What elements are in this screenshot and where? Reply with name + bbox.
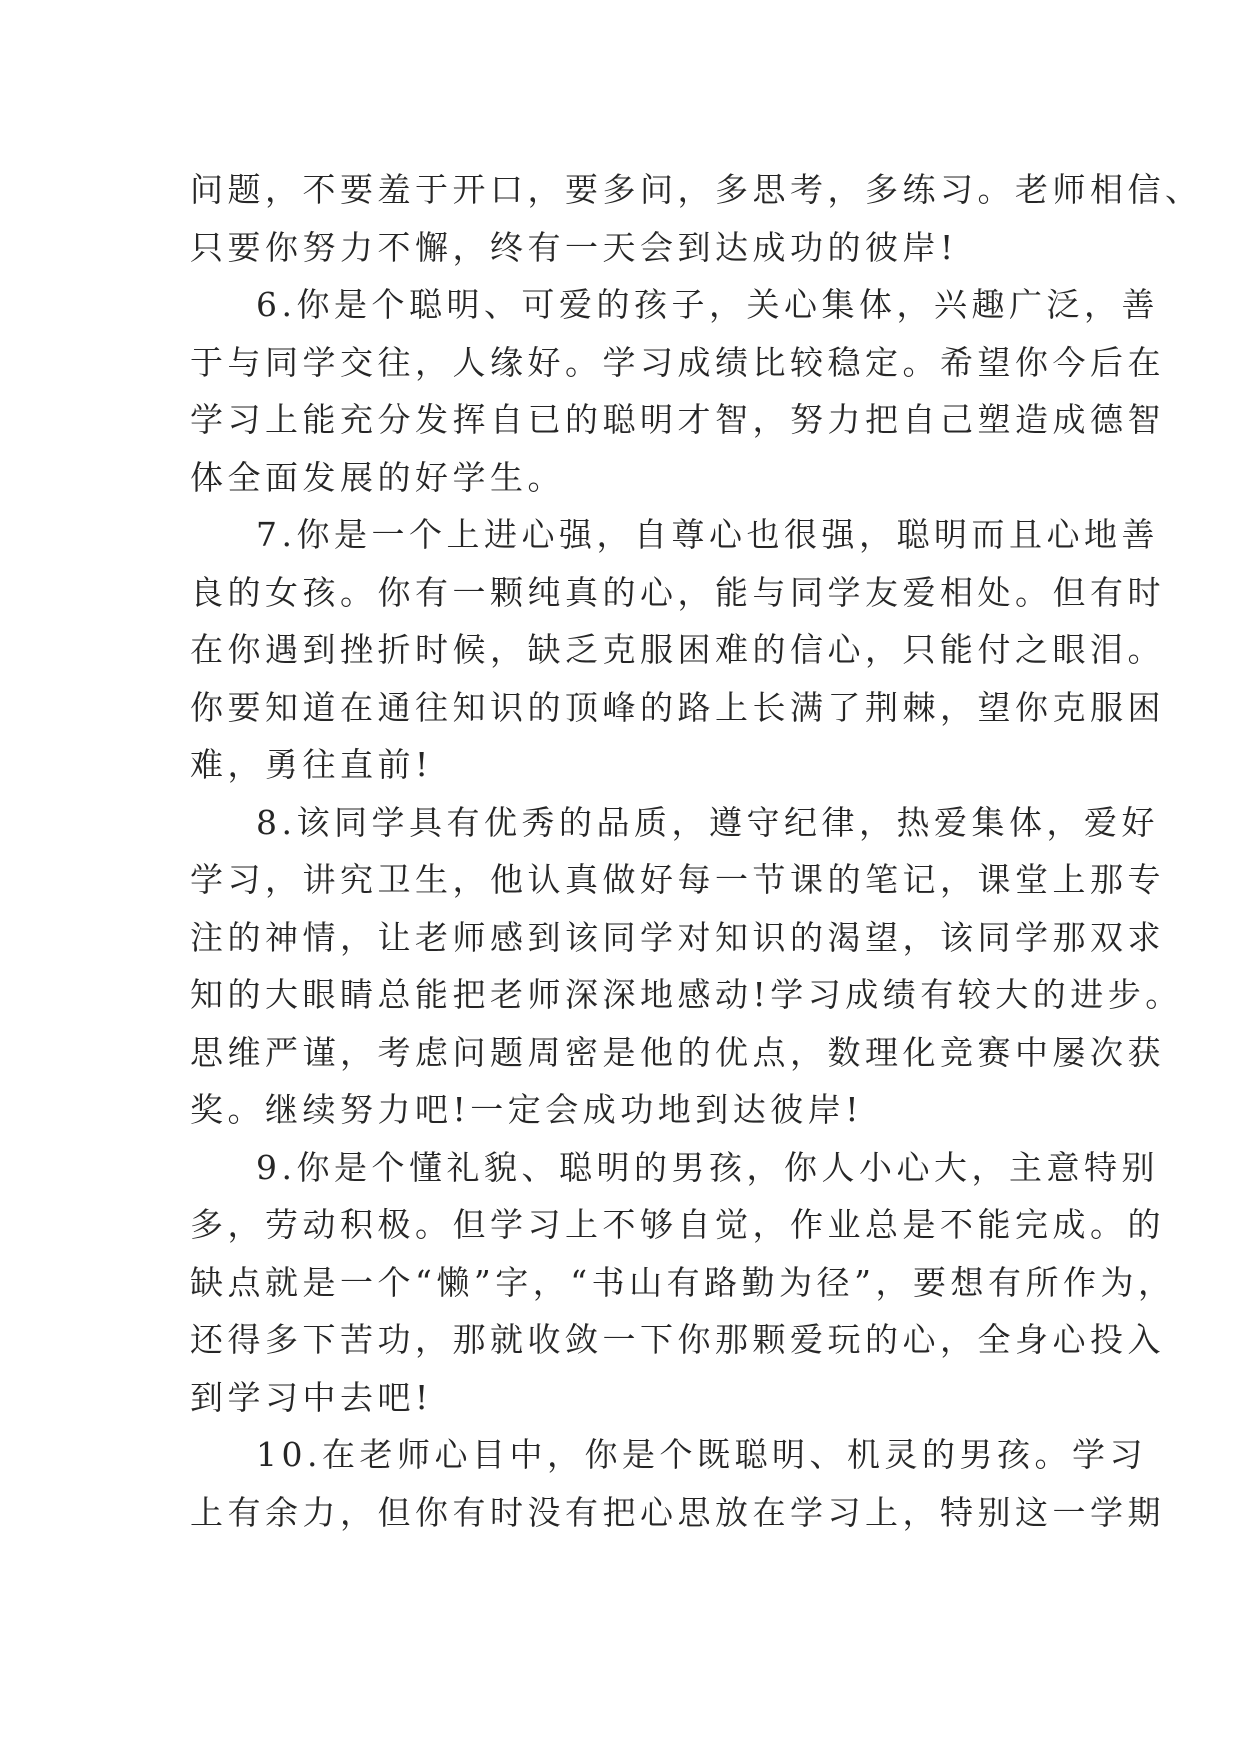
text-line: 学习，讲究卫生，他认真做好每一节课的笔记，课堂上那专	[190, 860, 1165, 899]
text-line: 体全面发展的好学生。	[190, 457, 565, 497]
text-line: 6.你是个聪明、可爱的孩子，关心集体，兴趣广泛，善	[256, 285, 1159, 324]
text-line: 难，勇往直前!	[190, 745, 433, 784]
text-line: 注的神情，让老师感到该同学对知识的渴望，该同学那双求	[190, 917, 1165, 957]
document-body	[190, 161, 1203, 1541]
text-line: 缺点就是一个“懒”字，“书山有路勤为径”，要想有所作为，	[190, 1262, 1176, 1302]
text-line: 7.你是一个上进心强，自尊心也很强，聪明而且心地善	[256, 515, 1159, 554]
text-line: 于与同学交往，人缘好。学习成绩比较稳定。希望你今后在	[190, 342, 1165, 382]
text-line: 在你遇到挫折时候，缺乏克服困难的信心，只能付之眼泪。	[190, 630, 1165, 669]
text-line: 学习上能充分发挥自已的聪明才智，努力把自己塑造成德智	[190, 400, 1165, 439]
text-line: 8.该同学具有优秀的品质，遵守纪律，热爱集体，爱好	[256, 802, 1159, 842]
text-line: 多，劳动积极。但学习上不够自觉，作业总是不能完成。的	[190, 1205, 1165, 1244]
paragraph-item-6	[190, 276, 1165, 506]
paragraph-continuation	[190, 161, 1203, 276]
text-line: 上有余力，但你有时没有把心思放在学习上，特别这一学期	[190, 1492, 1165, 1532]
text-line: 思维严谨，考虑问题周密是他的优点，数理化竞赛中屡次获	[190, 1032, 1165, 1072]
paragraph-item-8	[190, 794, 1183, 1139]
text-line: 知的大眼睛总能把老师深深地感动!学习成绩有较大的进步。	[190, 975, 1183, 1014]
text-line: 9.你是个懂礼貌、聪明的男孩，你人小心大，主意特别	[256, 1147, 1159, 1187]
text-line: 问题，不要羞于开口，要多问，多思考，多练习。老师相信、	[190, 170, 1203, 209]
text-line: 良的女孩。你有一颗纯真的心，能与同学友爱相处。但有时	[190, 572, 1165, 612]
text-line: 到学习中去吧!	[190, 1377, 433, 1417]
text-line: 奖。继续努力吧!一定会成功地到达彼岸!	[190, 1090, 864, 1129]
text-line: 还得多下苦功，那就收敛一下你那颗爱玩的心，全身心投入	[190, 1320, 1165, 1359]
paragraph-item-10	[190, 1426, 1165, 1541]
text-line: 你要知道在通往知识的顶峰的路上长满了荆棘，望你克服困	[190, 687, 1165, 727]
text-line: 只要你努力不懈，终有一天会到达成功的彼岸!	[190, 227, 958, 267]
paragraph-item-9	[190, 1139, 1176, 1427]
text-line: 10.在老师心目中，你是个既聪明、机灵的男孩。学习	[256, 1435, 1147, 1474]
paragraph-item-7	[190, 506, 1165, 794]
